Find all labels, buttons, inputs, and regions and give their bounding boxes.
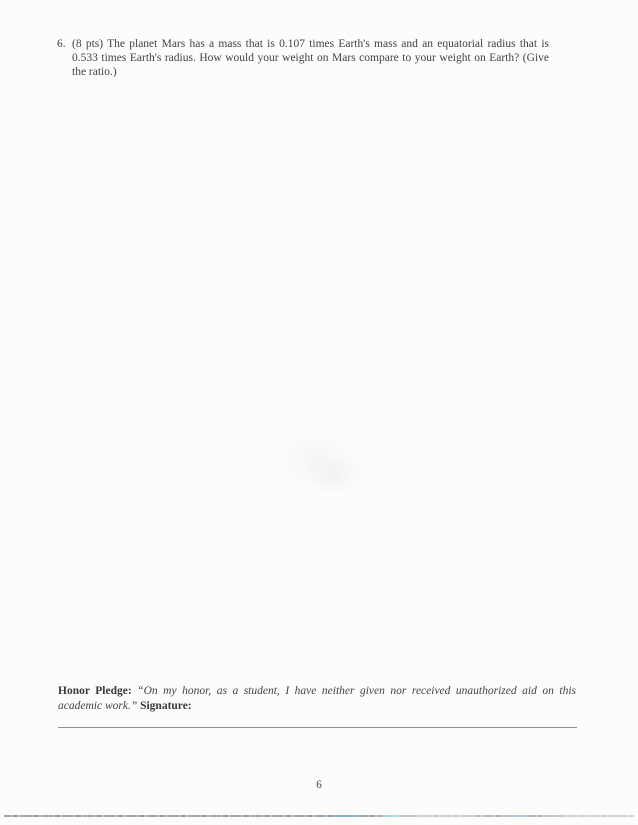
signature-label: Signature:	[140, 699, 192, 712]
scan-smudge	[255, 415, 375, 505]
honor-pledge-quote: “On my honor, as a student, I have neither given nor received unauthorized aid on this academic work.”	[58, 685, 576, 712]
scan-artifact-line	[4, 815, 634, 817]
scan-smudge	[290, 445, 380, 505]
question-block	[57, 37, 549, 79]
question-number: 6.	[57, 38, 66, 50]
honor-pledge	[58, 684, 576, 713]
question-text: (8 pts) The planet Mars has a mass that is 0.107 times Earth's mass and an equatorial radius that is 0.533 times Earth's radius. How would your weight on Mars compare to your weight on Earth? (Give the ratio.)	[72, 38, 549, 78]
signature-line	[58, 727, 577, 728]
page-number: 6	[316, 779, 322, 791]
honor-pledge-label: Honor Pledge:	[58, 685, 132, 697]
